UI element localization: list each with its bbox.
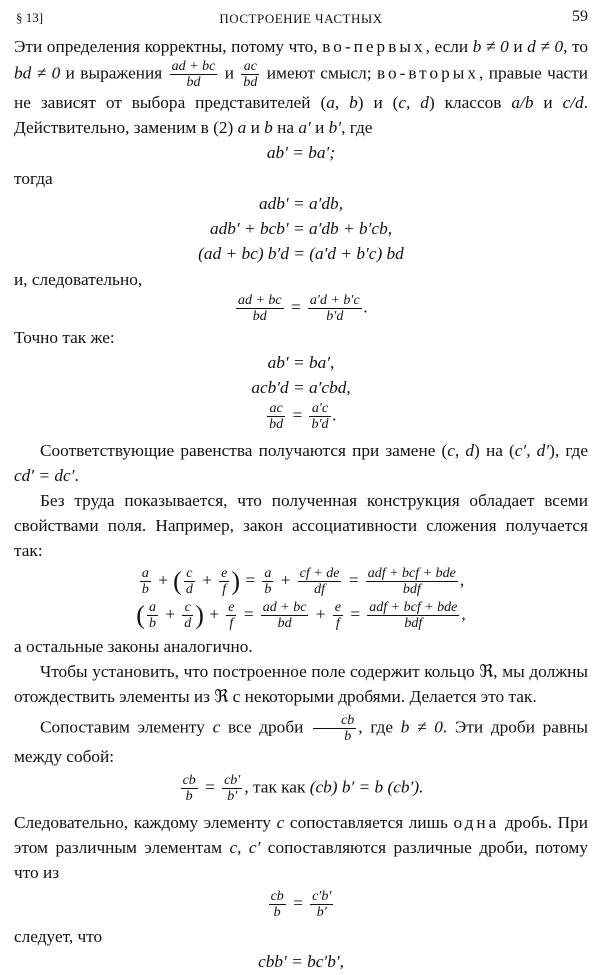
equation-5: $\frac{ac}{bd}$ = $\frac{a'c}{b'd}$ .	[269, 401, 337, 432]
equation-2-line-1: adb′ = a′db,	[258, 194, 344, 213]
equation-2-line-2: adb′ + bcb′ = a′db + b′cb,	[209, 219, 393, 238]
paragraph-correctness: Эти определения корректны, потому что, во-первых, если b ≠ 0 и d ≠ 0, то bd ≠ 0 и выражения $\frac{ad + bc}{bd}$ и $\frac{ac}{bd}$ имеют смысл; во-вторых, правые части не зависят от выбора представителей (a, b) и (c, d) классов a/b и c/d. Действительно, заменим в (2) a и b на a′ и b′, где	[14, 37, 589, 137]
chapter-title: ПОСТРОЕНИЕ ЧАСТНЫХ	[219, 11, 383, 26]
running-header	[14, 8, 588, 34]
fraction-sum: $\frac{ad + bc}{bd}$	[171, 59, 216, 90]
paragraph-assign-fractions: Сопоставим элементу c все дроби $\frac{cb}{b}$ , где b ≠ 0. Эти дроби равны между собой:	[14, 713, 588, 766]
paragraph-ring-embedding: Чтобы установить, что построенное поле содержит кольцо ℜ, мы должны отождествить элементы из ℜ с некоторыми дробями. Делается это так.	[14, 662, 588, 706]
text-sleduet-chto: следует, что	[14, 927, 103, 946]
paragraph-unique-fraction: Следовательно, каждому элементу c сопоставляется лишь одна дробь. При этом различным элементам c, c′ сопоставляются различные дроби, потому что из	[14, 813, 589, 882]
equation-2-line-3: (ad + bc) b′d = (a′d + b′c) bd	[198, 244, 404, 263]
text-tochno-tak-zhe: Точно так же:	[14, 328, 115, 347]
equation-6: $\frac{cb}{b}$ = $\frac{cb'}{b'}$ , так как (cb) b′ = b (cb′).	[182, 773, 424, 804]
equation-1: ab′ = ba′;	[266, 143, 336, 162]
page-number: 59	[572, 8, 588, 25]
text-other-laws: а остальные законы аналогично.	[14, 637, 253, 656]
fraction-product: $\frac{ac}{bd}$	[243, 59, 258, 90]
paragraph-replacement: Соответствующие равенства получаются при замене (c, d) на (c′, d′), где cd′ = dc′.	[14, 441, 589, 485]
associativity-line-1: $\frac{a}{b}$ + ( $\frac{c}{d}$ + $\frac{e}{f}$ ) = $\frac{a}{b}$ + $\frac{cf + de}{df}$ = adf + bcf + bde bdf ,	[141, 566, 465, 597]
equation-4-line-2: acb′d = a′cbd,	[251, 378, 351, 397]
equation-8: cbb′ = bc′b′,	[258, 952, 344, 971]
equation-4-line-1: ab′ = ba′,	[267, 353, 335, 372]
book-page	[14, 8, 588, 975]
equation-3: $\frac{ad + bc}{bd}$ = $\frac{a'd + b'c}{b'd}$ .	[237, 293, 369, 324]
text-togda: тогда	[14, 169, 53, 188]
equation-7: $\frac{cb}{b}$ = $\frac{c'b'}{b'}$	[270, 889, 332, 920]
section-number: § 13]	[16, 10, 44, 25]
paragraph-field-properties: Без труда показывается, что полученная конструкция обладает всеми свойствами поля. Например, закон ассоциативности сложения получается так:	[14, 491, 588, 560]
text-i-sledovatelno: и, следовательно,	[14, 270, 143, 289]
associativity-line-2: ( $\frac{a}{b}$ + $\frac{c}{d}$ ) + $\frac{e}{f}$ = $\frac{ad + bc}{bd}$ + $\frac{e}{f}$ = adf + bcf + bde bdf ,	[136, 600, 466, 631]
